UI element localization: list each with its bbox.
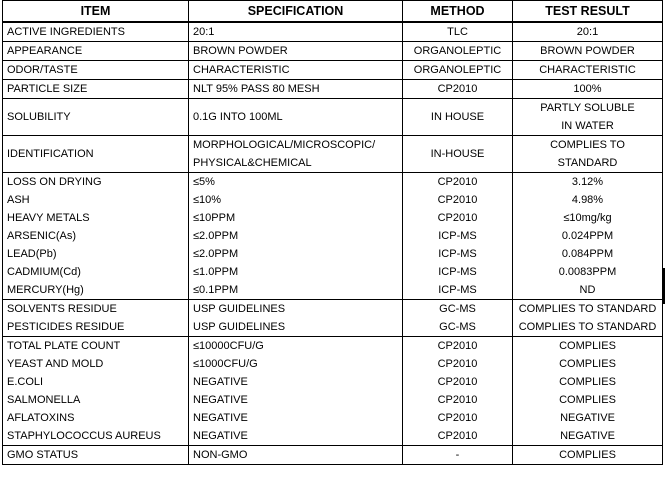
cell-test-result-line: IN WATER xyxy=(561,120,614,132)
cell-specification-line: NEGATIVE xyxy=(193,430,248,442)
table-row xyxy=(3,281,663,300)
cell-item: TOTAL PLATE COUNT xyxy=(3,337,189,356)
cell-test-result-line: NEGATIVE xyxy=(560,430,615,442)
cell-specification-line: ≤10PPM xyxy=(193,212,236,224)
cell-specification xyxy=(189,409,403,427)
cell-test-result-line: COMPLIES xyxy=(559,358,616,370)
cell-method: CP2010 xyxy=(403,355,513,373)
cell-method: ICP-MS xyxy=(403,281,513,300)
cell-test-result-line: COMPLIES TO STANDARD xyxy=(518,321,657,333)
cell-method: ORGANOLEPTIC xyxy=(403,61,513,80)
cell-specification xyxy=(189,355,403,373)
table-row xyxy=(3,355,663,373)
cell-test-result-line: PARTLY SOLUBLE xyxy=(540,102,635,114)
cell-method: IN HOUSE xyxy=(403,99,513,136)
table-header xyxy=(3,1,663,23)
cell-test-result xyxy=(513,61,663,80)
cell-test-result-line: COMPLIES xyxy=(559,394,616,406)
cell-test-result-line: STANDARD xyxy=(557,157,618,169)
cell-method: CP2010 xyxy=(403,409,513,427)
cell-item: YEAST AND MOLD xyxy=(3,355,189,373)
cell-test-result xyxy=(513,300,663,319)
cell-test-result-line: 100% xyxy=(573,83,602,95)
cell-specification-line: NLT 95% PASS 80 MESH xyxy=(193,83,320,95)
cell-item: AFLATOXINS xyxy=(3,409,189,427)
cell-specification xyxy=(189,191,403,209)
table-row xyxy=(3,136,663,173)
cell-specification xyxy=(189,80,403,99)
cell-method: ICP-MS xyxy=(403,245,513,263)
cell-test-result-line: 0.0083PPM xyxy=(558,266,617,278)
cell-test-result-line: NEGATIVE xyxy=(560,412,615,424)
cell-specification-line: ≤1000CFU/G xyxy=(193,358,258,370)
cell-specification-line: ≤10000CFU/G xyxy=(193,340,264,352)
cell-specification-line: ≤2.0PPM xyxy=(193,230,239,242)
cell-test-result xyxy=(513,355,663,373)
cell-test-result xyxy=(513,191,663,209)
header-item: ITEM xyxy=(3,1,189,23)
cell-specification xyxy=(189,391,403,409)
cell-method: CP2010 xyxy=(403,209,513,227)
cell-method: ORGANOLEPTIC xyxy=(403,42,513,61)
cell-specification xyxy=(189,209,403,227)
cell-specification xyxy=(189,227,403,245)
cell-specification-line: NEGATIVE xyxy=(193,412,248,424)
header-row xyxy=(3,1,663,23)
table-row xyxy=(3,446,663,465)
header-specification: SPECIFICATION xyxy=(189,1,403,23)
test-report-table xyxy=(2,0,663,465)
cell-specification-line: USP GUIDELINES xyxy=(193,303,286,315)
cell-item: IDENTIFICATION xyxy=(3,136,189,173)
table-row xyxy=(3,373,663,391)
cell-item: GMO STATUS xyxy=(3,446,189,465)
cell-method: CP2010 xyxy=(403,427,513,446)
cell-specification xyxy=(189,446,403,465)
cell-item: PESTICIDES RESIDUE xyxy=(3,318,189,337)
cell-specification-line: USP GUIDELINES xyxy=(193,321,286,333)
table-row xyxy=(3,227,663,245)
cell-test-result xyxy=(513,42,663,61)
cell-specification xyxy=(189,22,403,42)
cell-item: CADMIUM(Cd) xyxy=(3,263,189,281)
cell-specification xyxy=(189,173,403,192)
header-test-result: TEST RESULT xyxy=(513,1,663,23)
cell-specification-line: 0.1G INTO 100ML xyxy=(193,111,283,123)
cell-test-result xyxy=(513,446,663,465)
cell-test-result-line: ≤10mg/kg xyxy=(563,212,612,224)
cell-item: SOLUBILITY xyxy=(3,99,189,136)
cell-item: E.COLI xyxy=(3,373,189,391)
header-method: METHOD xyxy=(403,1,513,23)
cell-test-result xyxy=(513,281,663,300)
cell-method: CP2010 xyxy=(403,391,513,409)
table-row xyxy=(3,409,663,427)
cell-method: ICP-MS xyxy=(403,227,513,245)
table-row xyxy=(3,300,663,319)
cell-test-result xyxy=(513,209,663,227)
table-row xyxy=(3,263,663,281)
cell-test-result-line: BROWN POWDER xyxy=(540,45,635,57)
cell-specification xyxy=(189,318,403,337)
cell-test-result-line: 4.98% xyxy=(571,194,604,206)
cell-method: TLC xyxy=(403,22,513,42)
cell-test-result xyxy=(513,136,663,173)
table-row xyxy=(3,427,663,446)
cell-item: HEAVY METALS xyxy=(3,209,189,227)
cell-specification xyxy=(189,300,403,319)
cell-method: CP2010 xyxy=(403,337,513,356)
cell-specification xyxy=(189,99,403,136)
cell-test-result-line: CHARACTERISTIC xyxy=(539,64,636,76)
cell-test-result xyxy=(513,391,663,409)
cell-item: SALMONELLA xyxy=(3,391,189,409)
cell-method: ICP-MS xyxy=(403,263,513,281)
cell-specification-line: PHYSICAL&CHEMICAL xyxy=(193,157,312,169)
cell-specification xyxy=(189,245,403,263)
cell-test-result-line: COMPLIES TO xyxy=(550,139,625,151)
table-row xyxy=(3,245,663,263)
cell-specification-line: ≤5% xyxy=(193,176,215,188)
cell-item: STAPHYLOCOCCUS AUREUS xyxy=(3,427,189,446)
cell-test-result xyxy=(513,318,663,337)
cell-item: SOLVENTS RESIDUE xyxy=(3,300,189,319)
table-body xyxy=(3,22,663,465)
cell-item: MERCURY(Hg) xyxy=(3,281,189,300)
cell-specification-line: NON-GMO xyxy=(193,449,248,461)
cell-test-result-line: 0.084PPM xyxy=(561,248,614,260)
cell-test-result-line: COMPLIES xyxy=(559,449,616,461)
cell-item: ACTIVE INGREDIENTS xyxy=(3,22,189,42)
cell-test-result xyxy=(513,173,663,192)
cell-method: GC-MS xyxy=(403,318,513,337)
cell-test-result-line: ND xyxy=(579,284,596,296)
table-row xyxy=(3,337,663,356)
cell-specification-line: ≤0.1PPM xyxy=(193,284,239,296)
cell-test-result xyxy=(513,22,663,42)
cell-item: APPEARANCE xyxy=(3,42,189,61)
cell-specification-line: NEGATIVE xyxy=(193,376,248,388)
cell-method: CP2010 xyxy=(403,191,513,209)
cell-test-result xyxy=(513,99,663,136)
table-row xyxy=(3,22,663,42)
table-row xyxy=(3,173,663,192)
cell-specification-line: ≤1.0PPM xyxy=(193,266,239,278)
cell-test-result-line: COMPLIES TO STANDARD xyxy=(518,303,657,315)
cell-method: IN-HOUSE xyxy=(403,136,513,173)
cell-method: CP2010 xyxy=(403,373,513,391)
cell-specification xyxy=(189,61,403,80)
cell-test-result xyxy=(513,337,663,356)
table-row xyxy=(3,42,663,61)
cell-test-result-line: COMPLIES xyxy=(559,376,616,388)
cell-specification xyxy=(189,281,403,300)
cell-test-result xyxy=(513,373,663,391)
table-row xyxy=(3,80,663,99)
cell-specification xyxy=(189,136,403,173)
table-row xyxy=(3,209,663,227)
cell-test-result xyxy=(513,263,663,281)
table-row xyxy=(3,391,663,409)
cell-test-result-line: 20:1 xyxy=(576,26,599,38)
cell-item: LOSS ON DRYING xyxy=(3,173,189,192)
cell-item: ASH xyxy=(3,191,189,209)
table-row xyxy=(3,99,663,136)
cell-test-result-line: 3.12% xyxy=(571,176,604,188)
table-row xyxy=(3,318,663,337)
cell-test-result xyxy=(513,245,663,263)
cell-method: - xyxy=(403,446,513,465)
cell-specification xyxy=(189,373,403,391)
cell-test-result xyxy=(513,227,663,245)
cell-method: GC-MS xyxy=(403,300,513,319)
cell-test-result xyxy=(513,80,663,99)
cell-item: ARSENIC(As) xyxy=(3,227,189,245)
cell-test-result xyxy=(513,409,663,427)
cell-specification-line: ≤10% xyxy=(193,194,222,206)
cell-method: CP2010 xyxy=(403,80,513,99)
cell-specification xyxy=(189,42,403,61)
cell-specification xyxy=(189,427,403,446)
cell-specification xyxy=(189,263,403,281)
cell-test-result xyxy=(513,427,663,446)
table-row xyxy=(3,191,663,209)
cell-test-result-line: 0.024PPM xyxy=(561,230,614,242)
cell-method: CP2010 xyxy=(403,173,513,192)
cell-specification-line: CHARACTERISTIC xyxy=(193,64,290,76)
cell-item: LEAD(Pb) xyxy=(3,245,189,263)
cell-specification-line: MORPHOLOGICAL/MICROSCOPIC/ xyxy=(193,139,376,151)
cell-item: PARTICLE SIZE xyxy=(3,80,189,99)
cell-specification xyxy=(189,337,403,356)
cell-specification-line: ≤2.0PPM xyxy=(193,248,239,260)
cell-specification-line: NEGATIVE xyxy=(193,394,248,406)
cell-item: ODOR/TASTE xyxy=(3,61,189,80)
table-row xyxy=(3,61,663,80)
cell-specification-line: BROWN POWDER xyxy=(193,45,288,57)
cell-test-result-line: COMPLIES xyxy=(559,340,616,352)
cell-specification-line: 20:1 xyxy=(193,26,215,38)
